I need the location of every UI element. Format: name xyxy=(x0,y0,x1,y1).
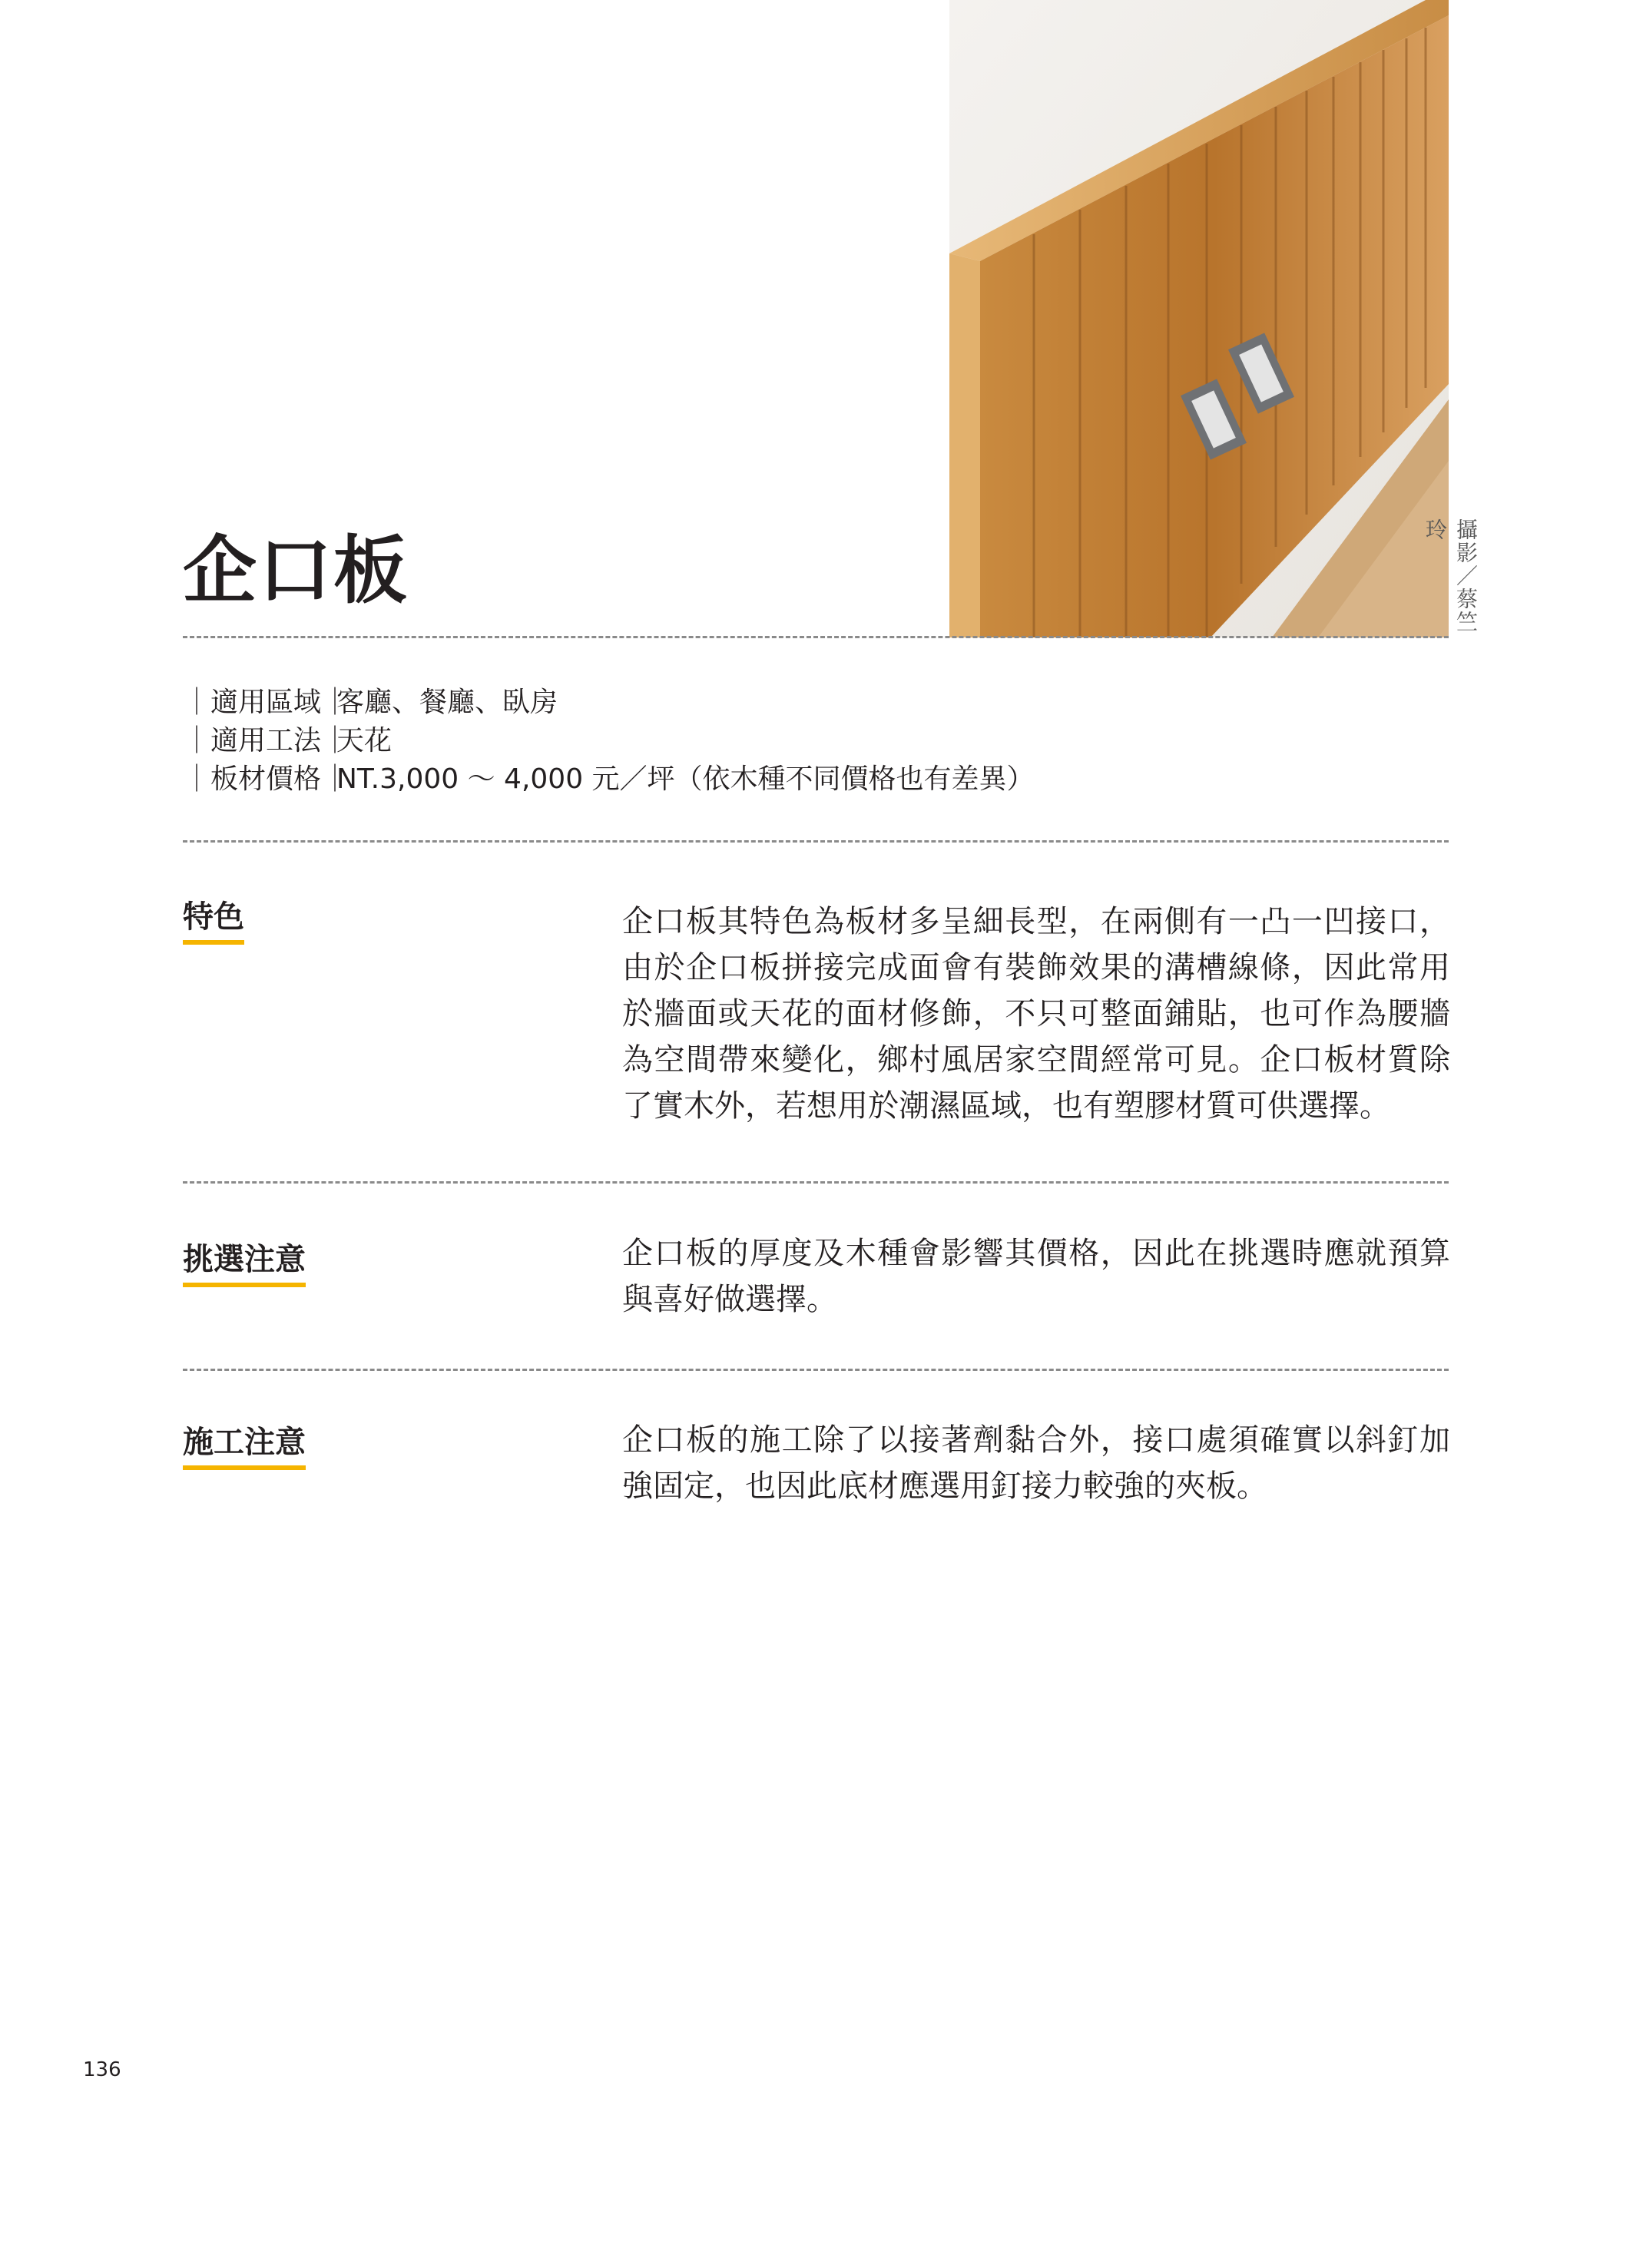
spec-value: 天花 xyxy=(336,725,393,757)
wood-panel-illustration xyxy=(949,0,1449,637)
section-label-construction: 施工注意 xyxy=(183,1422,306,1470)
page-number: 136 xyxy=(83,2058,121,2081)
page-title: 企口板 xyxy=(183,528,409,614)
wood-panel-photo xyxy=(949,0,1449,637)
section-label-selection: 挑選注意 xyxy=(183,1240,306,1287)
section-text-selection: 企口板的厚度及木種會影響其價格，因此在挑選時應就預算與喜好做選擇。 xyxy=(622,1236,1450,1317)
spec-value: NT.3,000 ～ 4,000 元／坪（依木種不同價格也有差異） xyxy=(336,763,1035,795)
spec-row-method xyxy=(183,722,1035,760)
section-text-features: 企口板其特色為板材多呈細長型，在兩側有一凸一凹接口，由於企口板拼接完成面會有裝飾效果的溝槽線條，因此常用於牆面或天花的面材修飾，不只可整面鋪貼，也可作為腰牆為空間帶來變化，鄉村風居家空間經常可見。企口板材質除了實木外，若想用於潮濕區域，也有塑膠材質可供選擇。 xyxy=(622,904,1450,1124)
spec-row-price xyxy=(183,760,1035,799)
divider xyxy=(183,1181,1449,1184)
spec-key: ｜適用工法｜ xyxy=(183,725,349,757)
section-label-features: 特色 xyxy=(183,897,244,945)
spec-key: ｜板材價格｜ xyxy=(183,763,349,795)
spec-row-area xyxy=(183,684,1035,722)
divider xyxy=(183,636,1449,638)
spec-key: ｜適用區域｜ xyxy=(183,687,349,718)
spec-list xyxy=(183,684,1035,799)
photo-credit: 攝影／蔡竺玲 xyxy=(1423,518,1479,634)
divider xyxy=(183,1369,1449,1371)
spec-value: 客廳、餐廳、臥房 xyxy=(336,687,558,718)
section-text-construction: 企口板的施工除了以接著劑黏合外，接口處須確實以斜釘加強固定，也因此底材應選用釘接力較強的夾板。 xyxy=(622,1422,1450,1504)
divider xyxy=(183,840,1449,843)
